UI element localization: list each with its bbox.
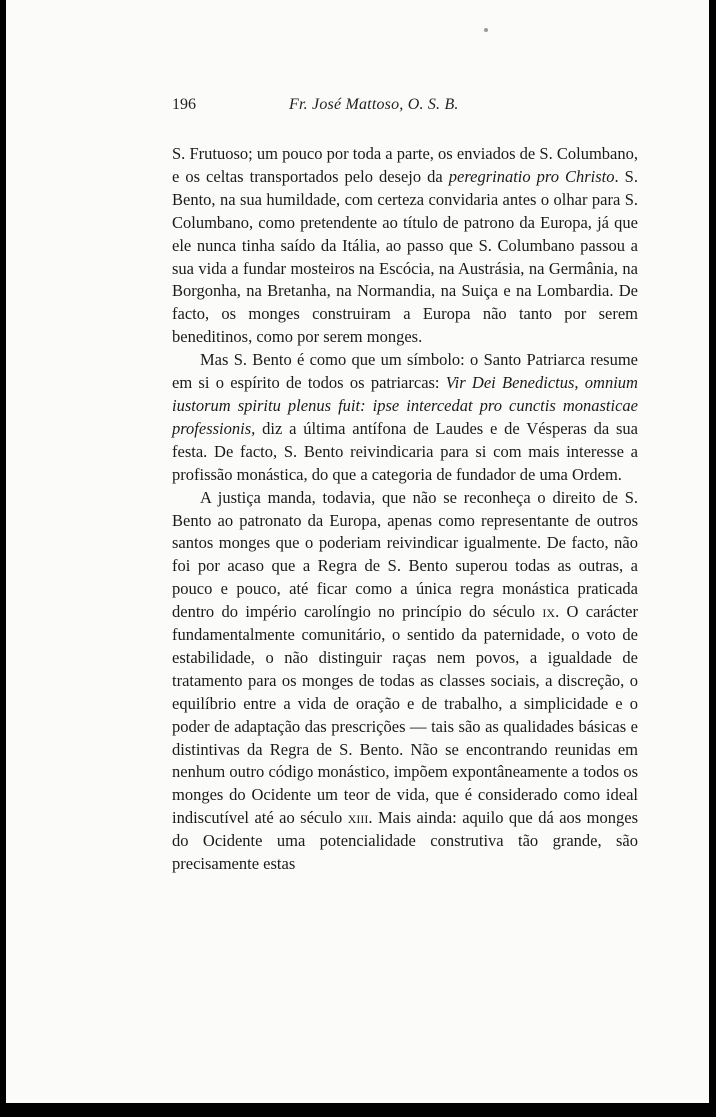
running-title: Fr. José Mattoso, O. S. B. [289,96,459,113]
text-run: . Mais ainda: aquilo que dá aos monges do Ocidente uma potencialidade construtiva tão grande, são precisamente estas [172,808,638,874]
scan-border-bottom [0,1103,716,1117]
century-numeral: ix [542,602,556,622]
text-run: . O carácter fundamentalmente comunitário, o sentido da paternidade, o voto de estabilidade, o não distinguir raças nem povos, a igualdade de tratamento para os monges de todas as classes sociais, a discreção, o equilíbrio entre a vida de oração e de trabalho, a simplicidade e o poder de adaptação das prescrições — tais são as qualidades básicas e distintivas da Regra de S. Bento. Não se encontrando reunidas em nenhum outro código monástico, impõem expontâneamente a todos os monges do Ocidente um teor de vida, que é considerado como ideal indiscutível até ao século [172,602,638,828]
latin-phrase: peregrinatio pro Christo [448,166,615,186]
page-header [172,96,642,118]
paragraph-3 [172,487,638,876]
paragraph-2 [172,349,638,486]
text-run: A justiça manda, todavia, que não se reconheça o direito de S. Bento ao patronato da Europa, apenas como representante de outros santos monges que o poderiam reivindicar igualmente. De facto, não foi por acaso que a Regra de S. Bento superou todas as outras, a pouco e pouco, até ficar como a única regra monástica praticada dentro do império carolíngio no princípio do século [172,487,638,622]
latin-quotation: Vir Dei Benedictus, omnium iustorum spiritu plenus fuit: ipse intercedat pro cunctis monasticae professionis, [172,373,638,438]
body-text [172,143,638,876]
book-page [6,0,709,1103]
text-run: . S. Bento, na sua humildade, com certeza convidaria antes o olhar para S. Columbano, como pretendente ao título de patrono da Europa, já que ele nunca tinha saído da Itália, ao passo que S. Columbano passou a sua vida a fundar mosteiros na Escócia, na Austrásia, na Germânia, na Borgonha, na Bretanha, na Normandia, na Suiça e na Lombardia. De facto, os monges construiram a Europa não tanto por serem beneditinos, como por serem monges. [172,166,638,347]
page-number: 196 [172,96,196,113]
text-run: diz a última antífona de Laudes e de Vésperas da sua festa. De facto, S. Bento reivindicaria para si com mais interesse a profissão monástica, do que a categoria de fundador de uma Ordem. [172,418,638,484]
scan-border-right [709,0,716,1117]
scan-speck [484,28,488,32]
paragraph-1 [172,143,638,349]
text-run: S. Frutuoso; um pouco por toda a parte, os enviados de S. Columbano, e os celtas transportados pelo desejo da [172,144,638,186]
text-run: Mas S. Bento é como que um símbolo: o Santo Patriarca resume em si o espírito de todos os patriarcas: [172,350,638,393]
century-numeral: xiii [347,808,369,828]
